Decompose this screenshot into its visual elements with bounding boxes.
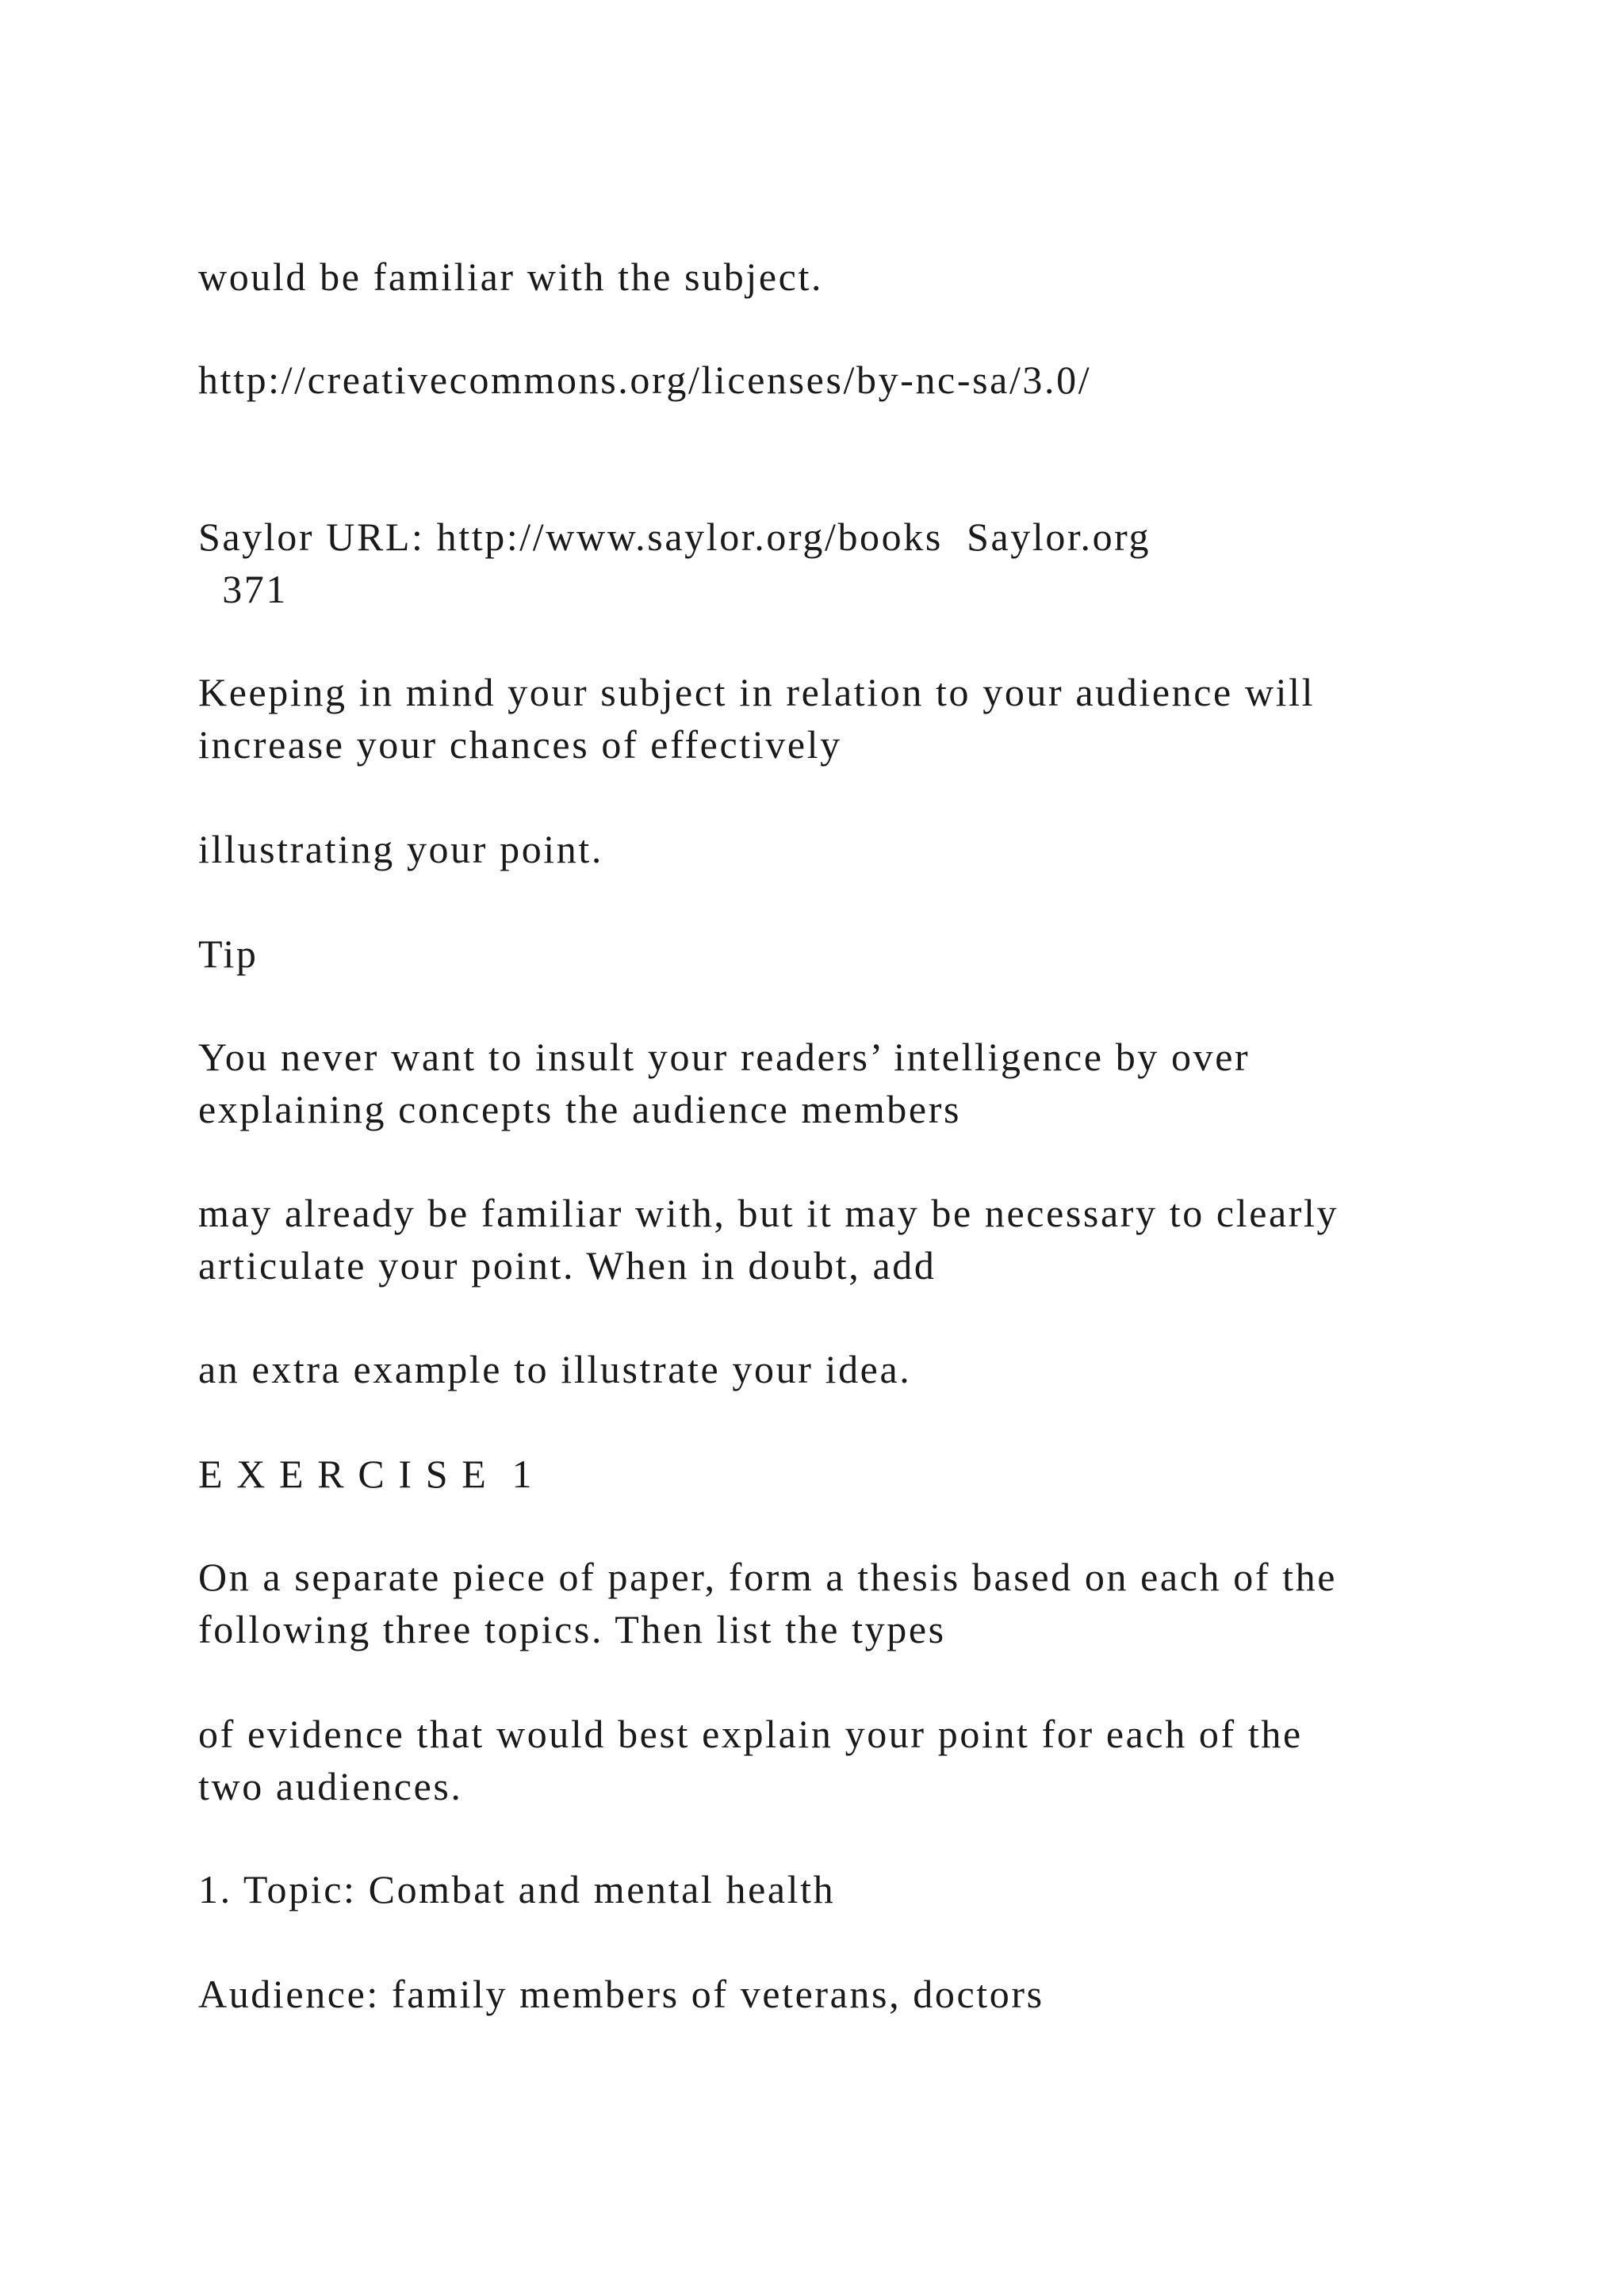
paragraph-line: On a separate piece of paper, form a thesis based on each of the xyxy=(198,1555,1338,1599)
exercise-instructions xyxy=(198,1551,1337,1655)
exercise-instructions-continued xyxy=(198,1708,1303,1812)
paragraph-audience xyxy=(198,666,1315,771)
tip-heading: Tip xyxy=(198,932,259,976)
source-url-line: Saylor URL: http://www.saylor.org/books Saylor.org xyxy=(198,515,1151,559)
paragraph-line: explaining concepts the audience members xyxy=(198,1087,962,1131)
paragraph-line: illustrating your point. xyxy=(198,827,603,871)
tip-paragraph-continued xyxy=(198,1187,1339,1292)
paragraph-line: an extra example to illustrate your idea. xyxy=(198,1347,912,1391)
page-number: 371 xyxy=(198,567,288,611)
source-footer xyxy=(198,511,1151,615)
text-line-subject: would be familiar with the subject. xyxy=(198,254,824,299)
tip-paragraph xyxy=(198,1031,1250,1135)
paragraph-line: increase your chances of effectively xyxy=(198,722,842,767)
topic-item: 1. Topic: Combat and mental health xyxy=(198,1867,836,1911)
paragraph-line: following three topics. Then list the types xyxy=(198,1607,946,1651)
paragraph-line: of evidence that would best explain your point for each of the xyxy=(198,1712,1303,1756)
paragraph-line: may already be familiar with, but it may be necessary to clearly xyxy=(198,1191,1339,1235)
exercise-heading: E X E R C I S E 1 xyxy=(198,1452,534,1496)
paragraph-line: articulate your point. When in doubt, add xyxy=(198,1243,936,1288)
license-url: http://creativecommons.org/licenses/by-nc-sa/3.0/ xyxy=(198,358,1092,402)
paragraph-line: You never want to insult your readers’ intelligence by over xyxy=(198,1035,1251,1079)
paragraph-line: two audiences. xyxy=(198,1764,463,1808)
audience-item: Audience: family members of veterans, doctors xyxy=(198,1972,1044,2016)
paragraph-line: Keeping in mind your subject in relation to your audience will xyxy=(198,670,1316,714)
